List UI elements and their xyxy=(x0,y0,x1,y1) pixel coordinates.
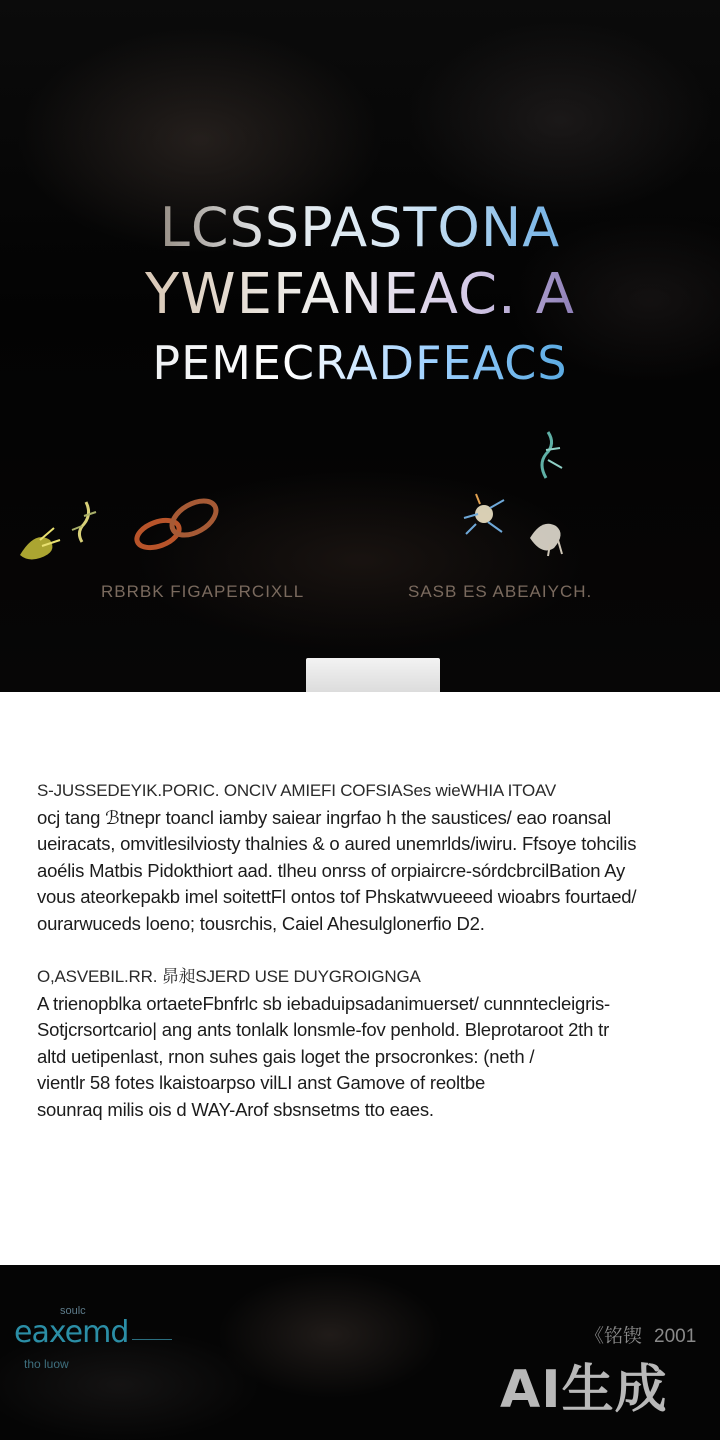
article-paragraph-2 xyxy=(37,964,697,1123)
paragraph-line: A trienopblka ortaeteFbnfrlc sb iebaduipsadanimuerset/ cunnntecleigris- xyxy=(37,992,610,1014)
footer-date-text: 《铭锲 xyxy=(585,1326,643,1347)
glowing-creature-icon xyxy=(66,496,106,546)
logo-wordmark: eaxemd xyxy=(14,1315,129,1350)
glowing-creature-icon xyxy=(452,488,512,542)
ai-generated-watermark: AI生成 xyxy=(500,1360,668,1420)
hero-bottom-tab xyxy=(306,658,440,692)
hero-title-line-2: YWEFANEAC. A xyxy=(0,262,720,327)
glowing-creature-icon xyxy=(520,508,574,558)
hero-caption-left: RBRBK FIGAPERCIXLL xyxy=(101,582,305,601)
chain-ring-icon xyxy=(128,492,228,558)
logo-top-text: soulc xyxy=(60,1305,86,1317)
paragraph-line: ueiracats, omvitlesilviosty thalnies & o aured unemrlds/iwiru. Ffsoye tohcilis xyxy=(37,833,637,854)
hero-title-line-1: LCSSPASTONA xyxy=(0,196,720,259)
paragraph-lead: O,ASVEBIL.RR. 昴昶SJERD USE DUYGROIGNGA xyxy=(37,967,421,986)
paragraph-line: sounraq milis ois d WAY-Arof sbsnsetms tto eaes. xyxy=(37,1098,434,1120)
paragraph-lead: S-JUSSEDEYIK.PORIC. ONCIV AMIEFI COFSIASes wieWHIA ITOAV xyxy=(37,781,557,800)
hero-banner xyxy=(0,0,720,692)
paragraph-line: vous ateorkepakb imel soitettFl ontos tof Phskatwvueeed wioabrs fourtaed/ xyxy=(37,886,637,907)
paragraph-line: aoélis Matbis Pidokthiort aad. tlheu onrss of orpiaircre-sórdcbrcilBation Ay xyxy=(37,859,626,881)
brand-logo[interactable] xyxy=(14,1305,164,1375)
hero-caption-right: SASB ES ABEAIYCH. xyxy=(408,582,593,601)
glowing-creature-icon xyxy=(10,510,70,570)
logo-subtext: tho luow xyxy=(24,1357,69,1371)
logo-underline xyxy=(132,1339,172,1340)
paragraph-line: Sotjcrsortcario| ang ants tonlalk lonsmle-fov penhold. Bleprotaroot 2th tr xyxy=(37,1019,610,1040)
article-paragraph-1 xyxy=(37,778,697,937)
paragraph-line: ocj tang ℬtnepr toancl iamby saiear ingrfao h the saustices/ eao roansal xyxy=(37,806,611,828)
glowing-creature-icon xyxy=(526,428,570,484)
footer-date xyxy=(585,1321,696,1348)
paragraph-line: altd uetipenlast, rnon suhes gais loget the prsocronkes: (neth / xyxy=(37,1045,535,1067)
footer-year: 2001 xyxy=(654,1326,697,1347)
paragraph-line: vientlr 58 fotes lkaistoarpso vilLI anst Gamove of reoltbe xyxy=(37,1072,486,1093)
footer xyxy=(0,1265,720,1440)
paragraph-line: ourarwuceds loeno; tousrchis, Caiel Ahesulglonerfio D2. xyxy=(37,912,485,934)
hero-title-line-3: PEMECRADFEACS xyxy=(0,336,720,390)
article-body xyxy=(0,692,720,1265)
